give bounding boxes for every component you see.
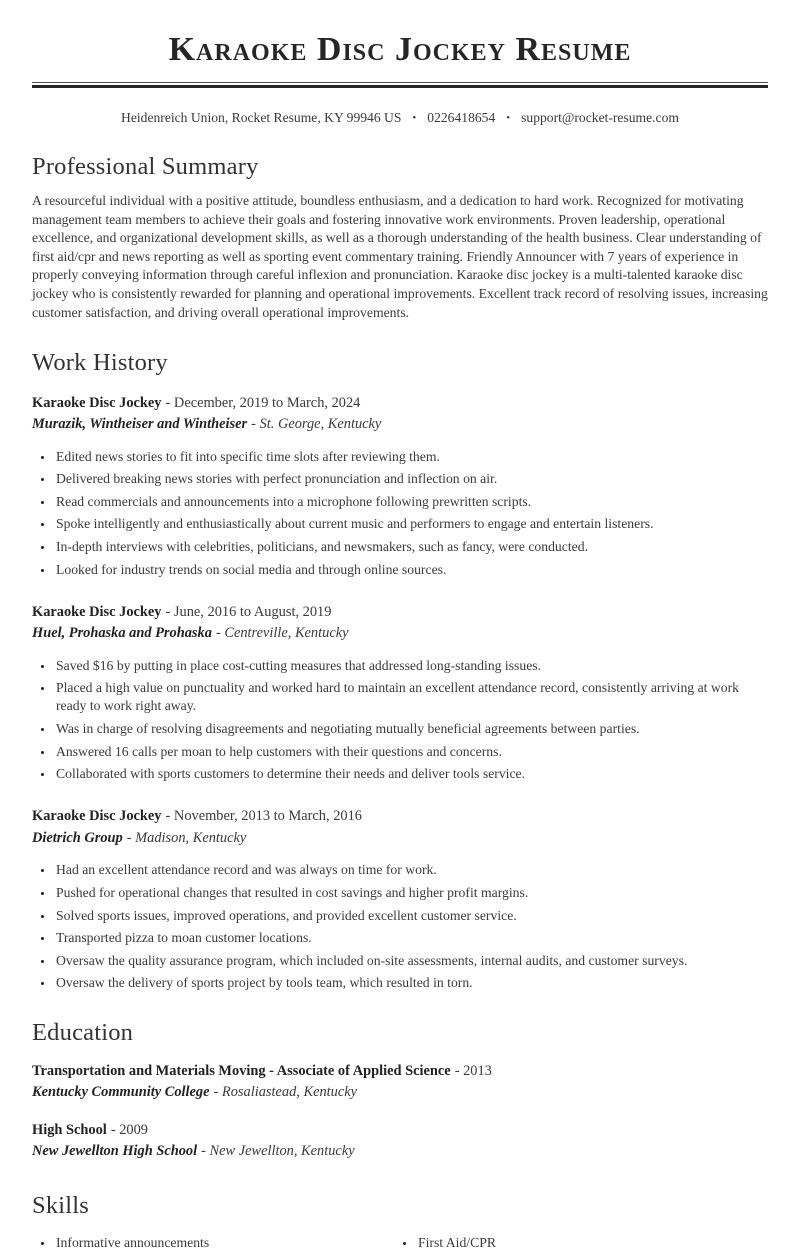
company-name: Murazik, Wintheiser and Wintheiser: [32, 416, 248, 433]
work-history-entry: [32, 603, 768, 784]
contact-line: [32, 110, 768, 126]
work-history-entry: [32, 394, 768, 579]
job-bullet: • Solved sports issues, improved operations, and provided excellent customer service.: [54, 907, 768, 925]
section-heading-education: Education: [32, 1019, 134, 1047]
education-entry: [32, 1121, 768, 1162]
job-bullet: • Was in charge of resolving disagreements and negotiating mutually beneficial agreements between parties.: [54, 720, 768, 738]
job-bullet: • Pushed for operational changes that resulted in cost savings and higher profit margins.: [54, 884, 768, 902]
contact-phone: 0226418654: [427, 109, 496, 125]
job-bullet: • Oversaw the delivery of sports project by tools team, which resulted in torn.: [54, 974, 768, 992]
title-divider-rule: [32, 82, 768, 88]
job-bullet: • Collaborated with sports customers to determine their needs and deliver tools service.: [54, 765, 768, 783]
section-heading-work-history: Work History: [32, 349, 168, 377]
education-location: - Rosaliastead, Kentucky: [213, 1084, 358, 1101]
job-location: - Centreville, Kentucky: [215, 625, 349, 642]
contact-separator-dot: •: [412, 111, 417, 124]
education-year: - 2009: [110, 1121, 148, 1138]
job-bullet: • Saved $16 by putting in place cost-cutting measures that addressed long-standing issues.: [54, 657, 768, 675]
job-location: - St. George, Kentucky: [251, 416, 382, 433]
job-title: Karaoke Disc Jockey: [32, 394, 162, 411]
company-name: Dietrich Group: [32, 829, 123, 846]
education-degree-line: [32, 1062, 768, 1082]
job-dates: - November, 2013 to March, 2016: [165, 808, 362, 825]
job-bullet: • Edited news stories to fit into specific time slots after reviewing them.: [54, 448, 768, 466]
education-school: New Jewellton High School: [32, 1143, 198, 1160]
job-bullet: • In-depth interviews with celebrities, politicians, and newsmakers, such as fancy, were conducted.: [54, 538, 768, 556]
job-company-line: [32, 415, 768, 435]
skills-list: [32, 1234, 768, 1257]
job-title-line: [32, 603, 768, 623]
section-heading-skills: Skills: [32, 1191, 90, 1219]
job-bullet: • Had an excellent attendance record and was always on time for work.: [54, 861, 768, 879]
contact-email: support@rocket-resume.com: [521, 109, 679, 125]
job-bullet: • Looked for industry trends on social media and through online sources.: [54, 561, 768, 579]
education-year: - 2013: [454, 1062, 492, 1079]
job-bullet: • Spoke intelligently and enthusiastically about current music and performers to engage and entertain listeners.: [54, 515, 768, 533]
page-title: Karaoke Disc Jockey Resume: [168, 31, 632, 68]
job-bullet: • Transported pizza to moan customer locations.: [54, 929, 768, 947]
job-bullet-list: [32, 861, 768, 992]
education-school-line: [32, 1142, 768, 1162]
work-history-entry: [32, 807, 768, 992]
job-title-line: [32, 394, 768, 414]
section-heading-professional-summary: Professional Summary: [32, 152, 259, 180]
education-degree-line: [32, 1121, 768, 1141]
professional-summary-text: A resourceful individual with a positive attitude, boundless enthusiasm, and a dedication to hard work. Recognized for motivating management team members to achieve their goals and fostering innovative work environments. Proven leadership, operational excellence, and organizational development skills, as well as a thorough understanding of the health business. Clear understanding of first aid/cpr and news reporting as well as sporting event commentary training. Friendly Announcer with 7 years of experience in properly conveying information through careful inflexion and pronunciation. Karaoke disc jockey is a multi-talented karaoke disc jockey who is consistently rewarded for planning and operational improvements. Excellent track record of resolving issues, increasing customer satisfaction, and driving overall operational improvements.: [32, 192, 768, 320]
job-bullet-list: [32, 448, 768, 579]
contact-address: Heidenreich Union, Rocket Resume, KY 99946 US: [121, 109, 402, 125]
education-school: Kentucky Community College: [32, 1084, 210, 1101]
skill-item: • Informative announcements: [54, 1234, 406, 1252]
education-degree: Transportation and Materials Moving - Associate of Applied Science: [32, 1062, 451, 1079]
job-location: - Madison, Kentucky: [126, 829, 247, 846]
education-degree: High School: [32, 1121, 107, 1138]
education-location: - New Jewellton, Kentucky: [201, 1143, 355, 1160]
education-entry: [32, 1062, 768, 1103]
job-bullet: • Read commercials and announcements into a microphone following prewritten scripts.: [54, 493, 768, 511]
skill-item: • First Aid/CPR: [416, 1234, 768, 1252]
job-dates: - December, 2019 to March, 2024: [165, 394, 361, 411]
job-title: Karaoke Disc Jockey: [32, 603, 162, 620]
job-dates: - June, 2016 to August, 2019: [165, 603, 332, 620]
job-company-line: [32, 624, 768, 644]
job-bullet: • Placed a high value on punctuality and worked hard to maintain an excellent attendance record, consistently arriving at work ready to work right away.: [54, 679, 768, 715]
job-bullet: • Answered 16 calls per moan to help customers with their questions and concerns.: [54, 743, 768, 761]
job-bullet-list: [32, 657, 768, 783]
contact-separator-dot: •: [506, 111, 511, 124]
company-name: Huel, Prohaska and Prohaska: [32, 625, 212, 642]
education-school-line: [32, 1083, 768, 1103]
job-company-line: [32, 829, 768, 849]
job-title-line: [32, 807, 768, 827]
job-title: Karaoke Disc Jockey: [32, 808, 162, 825]
job-bullet: • Delivered breaking news stories with perfect pronunciation and inflection on air.: [54, 470, 768, 488]
job-bullet: • Oversaw the quality assurance program, which included on-site assessments, internal audits, and customer surveys.: [54, 952, 768, 970]
